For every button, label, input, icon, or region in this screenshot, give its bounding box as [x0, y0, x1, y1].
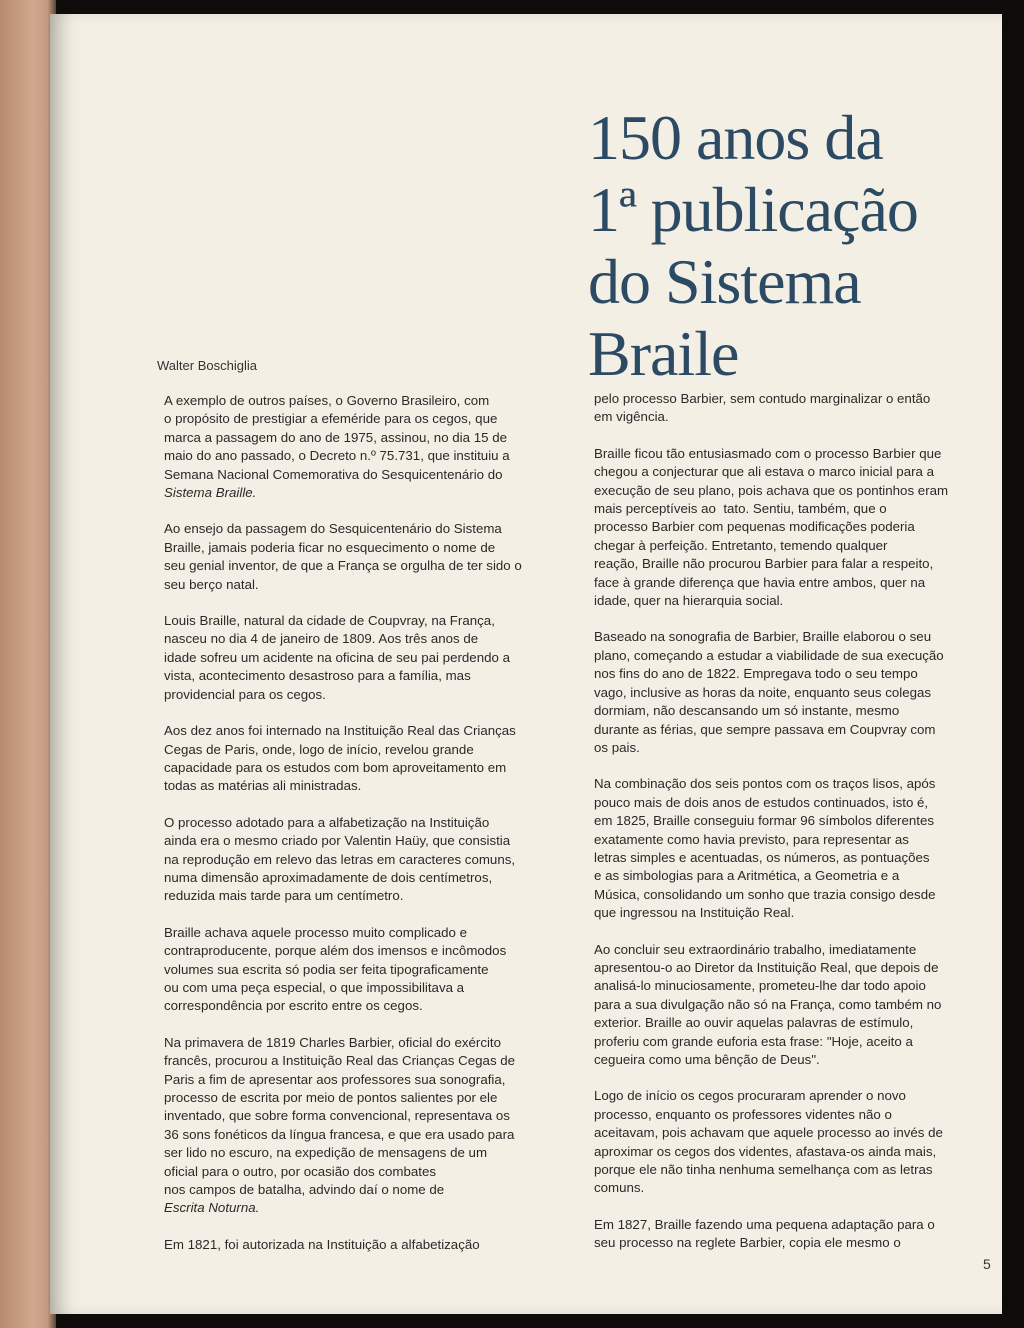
text-line: que ingressou na Instituição Real. [594, 905, 795, 921]
text-line: Semana Nacional Comemorativa do Sesquicentenário do [164, 466, 503, 482]
text-line: pouco mais de dois anos de estudos continuados, isto é, [594, 794, 929, 810]
text-line: chegar à perfeição. Entretanto, temendo qualquer [594, 537, 888, 553]
title-line: do Sistema [588, 246, 861, 317]
text-line: francês, procurou a Instituição Real das Crianças Cegas de [164, 1053, 516, 1069]
text-line: volumes sua escrita só podia ser feita tipograficamente [164, 961, 489, 977]
text-line: analisá-lo minuciosamente, prometeu-lhe dar todo apoio [594, 978, 926, 994]
text-line: Ao ensejo da passagem do Sesquicentenário do Sistema [164, 521, 502, 537]
text-line: Braille achava aquele processo muito complicado e [164, 924, 468, 940]
text-line: e as simbologias para a Aritmética, a Geometria e a [594, 868, 900, 884]
paragraph [164, 1236, 554, 1254]
text-line: marca a passagem do ano de 1975, assinou, no dia 15 de [164, 429, 508, 445]
magazine-page [50, 14, 1002, 1314]
text-line: dormiam, não descansando um só instante, mesmo [594, 703, 900, 719]
text-line: reduzida mais tarde para um centímetro. [164, 888, 404, 904]
text-line: Em 1827, Braille fazendo uma pequena adaptação para o [594, 1216, 935, 1232]
text-line: Em 1821, foi autorizada na Instituição a alfabetização [164, 1236, 480, 1252]
text-line: reação, Braille não procurou Barbier para falar a respeito, [594, 556, 934, 572]
text-line: em 1825, Braille conseguiu formar 96 símbolos diferentes [594, 813, 934, 829]
text-line: face à grande diferença que havia entre ambos, quer na [594, 574, 926, 590]
text-line: chegou a conjecturar que ali estava o marco inicial para a [594, 464, 935, 480]
text-line: inventado, que sobre forma convencional, representava os [164, 1108, 510, 1124]
text-line: processo de escrita por meio de pontos salientes por ele [164, 1090, 498, 1105]
paragraph [594, 445, 992, 611]
text-line: apresentou-o ao Diretor da Instituição Real, que depois de [594, 959, 939, 975]
text-line: ainda era o mesmo criado por Valentin Haüy, que consistia [164, 833, 511, 849]
text-line: durante as férias, que sempre passava em Coupvray com [594, 721, 936, 737]
text-line: idade, quer na hierarquia social. [594, 593, 784, 609]
text-line: os pais. [594, 739, 640, 755]
text-line: proferiu com grande euforia esta frase: "Hoje, aceito a [594, 1033, 913, 1049]
text-line: A exemplo de outros países, o Governo Brasileiro, com [164, 393, 490, 408]
text-line: Louis Braille, natural da cidade de Coupvray, na França, [164, 613, 495, 629]
facing-page-edge [0, 0, 56, 1328]
text-line: Braille, jamais poderia ficar no esquecimento o nome de [164, 539, 496, 555]
left-text-column [164, 392, 554, 1254]
text-line: nos campos de batalha, advindo daí o nome de [164, 1182, 445, 1198]
text-line: numa dimensão aproximadamente de dois centímetros, [164, 869, 493, 885]
paragraph [164, 1034, 554, 1218]
text-line: processo Barbier com pequenas modificações poderia [594, 519, 915, 535]
paragraph [594, 775, 992, 922]
text-line: ser lido no escuro, na expedição de mensagens de um [164, 1145, 488, 1161]
text-line: Braille ficou tão entusiasmado com o processo Barbier que [594, 445, 942, 461]
text-line: correspondência por escrito entre os cegos. [164, 998, 423, 1014]
text-line: Sistema Braille. [164, 485, 257, 501]
paragraph [594, 1216, 992, 1253]
paragraph [164, 924, 554, 1016]
text-line: para a sua divulgação não só na França, como também no [594, 996, 942, 1012]
text-line: seu processo na reglete Barbier, copia ele mesmo o [594, 1235, 901, 1251]
paragraph [164, 814, 554, 906]
title-line: Braile [588, 318, 739, 389]
author-byline: Walter Boschiglia [157, 358, 257, 373]
paragraph [164, 722, 554, 796]
page-number: 5 [983, 1256, 991, 1272]
text-line: processo, enquanto os professores videntes não o [594, 1106, 892, 1122]
text-line: Aos dez anos foi internado na Instituição Real das Crianças [164, 723, 516, 739]
text-line: oficial para o outro, por ocasião dos combates [164, 1163, 437, 1179]
text-line: o propósito de prestigiar a efeméride para os cegos, que [164, 411, 498, 427]
text-line: aproximar os cegos dos videntes, afastava-os ainda mais, [594, 1143, 937, 1159]
text-line: contraproducente, porque além dos imensos e incômodos [164, 943, 507, 959]
right-text-column [594, 390, 992, 1253]
text-line: capacidade para os estudos com bom aproveitamento em [164, 759, 507, 775]
text-line: letras simples e acentuadas, os números, as pontuações [594, 849, 930, 865]
text-line: seu berço natal. [164, 576, 259, 592]
text-line: 36 sons fonéticos da língua francesa, e que era usado para [164, 1126, 515, 1142]
text-line: Ao concluir seu extraordinário trabalho, imediatamente [594, 941, 917, 957]
paragraph [164, 612, 554, 704]
paragraph [594, 390, 992, 427]
paragraph [594, 941, 992, 1070]
text-line: idade sofreu um acidente na oficina de seu pai perdendo a [164, 649, 510, 665]
title-line: 150 anos da [588, 102, 883, 173]
text-line: pelo processo Barbier, sem contudo marginalizar o então [594, 391, 931, 406]
text-line: mais perceptíveis ao tato. Sentiu, também, que o [594, 501, 887, 517]
text-line: em vigência. [594, 409, 669, 425]
text-line: vago, inclusive as horas da noite, enquanto seus colegas [594, 684, 932, 700]
paragraph [594, 628, 992, 757]
text-line: Escrita Noturna. [164, 1200, 260, 1216]
text-line: providencial para os cegos. [164, 686, 326, 702]
text-line: vista, acontecimento desastroso para a família, mas [164, 668, 471, 684]
text-line: seu genial inventor, de que a França se orgulha de ter sido o [164, 558, 522, 574]
text-line: Baseado na sonografia de Barbier, Braille elaborou o seu [594, 629, 932, 645]
text-line: exatamente como havia previsto, para representar as [594, 831, 909, 847]
text-line: na reprodução em relevo das letras em caracteres comuns, [164, 851, 516, 867]
paragraph [594, 1087, 992, 1197]
text-line: Paris a fim de apresentar aos professores sua sonografia, [164, 1071, 506, 1087]
text-line: todas as matérias ali ministradas. [164, 778, 362, 794]
text-line: nos fins do ano de 1822. Empregava todo o seu tempo [594, 666, 918, 682]
text-line: Logo de início os cegos procuraram aprender o novo [594, 1088, 906, 1104]
text-line: Na combinação dos seis pontos com os traços lisos, após [594, 776, 936, 792]
text-line: exterior. Braille ao ouvir aquelas palavras de estímulo, [594, 1015, 914, 1031]
text-line: execução de seu plano, pois achava que os pontinhos eram [594, 482, 949, 498]
text-line: porque ele não tinha nenhuma semelhança com as letras [594, 1162, 933, 1178]
text-line: aceitavam, pois achavam que aquele processo ao invés de [594, 1125, 943, 1141]
text-line: comuns. [594, 1180, 645, 1196]
text-line: maio do ano passado, o Decreto n.º 75.731, que instituiu a [164, 448, 510, 464]
text-line: Cegas de Paris, onde, logo de início, revelou grande [164, 741, 474, 757]
article-title [588, 102, 1024, 390]
title-line: 1ª publicação [588, 174, 918, 245]
text-line: plano, começando a estudar a viabilidade de sua execução [594, 647, 944, 663]
text-line: cegueira como uma bênção de Deus". [594, 1052, 820, 1067]
paragraph [164, 520, 554, 594]
text-line: Música, consolidando um sonho que trazia consigo desde [594, 886, 936, 902]
text-line: ou com uma peça especial, o que impossibilitava a [164, 979, 465, 995]
text-line: Na primavera de 1819 Charles Barbier, oficial do exército [164, 1034, 502, 1050]
text-line: nasceu no dia 4 de janeiro de 1809. Aos três anos de [164, 631, 479, 647]
paragraph [164, 392, 554, 502]
text-line: O processo adotado para a alfabetização na Instituição [164, 814, 490, 830]
